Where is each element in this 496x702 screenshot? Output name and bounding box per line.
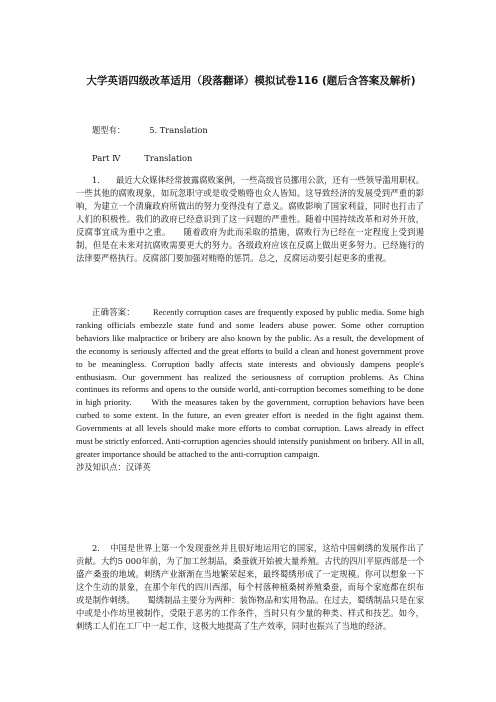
item-1-answer xyxy=(76,306,424,474)
item-2-question xyxy=(76,542,424,633)
question-type-label: 题型有： xyxy=(92,125,126,135)
item-2-chinese-text: 中国是世界上第一个发现蚕丝并且很好地运用它的国家，这给中国刺绣的发展作出了贡献。大约5 000年前，为了加工丝制品，桑蚕就开始被大量养殖。古代的四川平原西部是一个盛产桑蚕的地域。刺绣产业渐渐在当地繁荣起来，最终蜀绣形成了一定规模。你可以想象一下这个生动的景象，在那个年代的四川西部，每个村落种植桑树养殖桑蚕，而每个家庭都在织布或是制作刺绣。 蜀绣制品主要分为两种：装饰物品和实用物品。在过去，蜀绣制品只是在家中或是小作坊里被制作，受限于恶劣的工作条件，当时只有少量的种类、样式和技艺。如今，刺绣工人们在工厂中一起工作，这极大地提高了生产效率，同时也振兴了当地的经济。 xyxy=(76,543,424,631)
item-1-chinese-text: 最近大众媒体经常披露腐败案例，一些高级官员挪用公款，还有一些领导滥用职权。一些其他的腐败现象，如玩忽职守或是收受贿赂也众人皆知。这导致经济的发展受到严重的影响，为建立一个清廉政府所做出的努力变得没有了意义。腐败影响了国家利益，同时也打击了人们的积极性。我们的政府已经意识到了这一问题的严重性。随着中国持续改革和对外开放，反腐事宜成为重中之重。 随着政府为此而采取的措施，腐败行为已经在一定程度上受到遏制，但是在未来对抗腐败需要更大的努力。各级政府应该在反腐上做出更多努力。已经施行的法律要严格执行。反腐部门要加强对贿赂的惩罚。总之，反腐运动要引起更多的重视。 xyxy=(76,175,424,263)
item-1-knowledge: 涉及知识点：汉译英 xyxy=(76,461,151,472)
item-1-number: 1. xyxy=(92,175,100,185)
item-1-answer-text: Recently corruption cases are frequently exposed by public media. Some high ranking officials embezzle state fund and some leaders abuse power. Some other corruption behaviors like malpractice or bribery are also known by the public. As a result, the development of the economy is seriously affected and the great efforts to build a clean and honest government prove to be meaningless. Corruption badly affects state interests and obviously dampens people's enthusiasm. Our government has realized the seriousness of corruption problems. As China continues its reforms and opens to the outside world, anti-corruption becomes something to be done in high priority. With the measures taken by the government, corruption behaviors have been curbed to some extent. In the future, an even greater effort is needed in the fight against them. Governments at all levels should make more efforts to combat corruption. Laws already in effect must be strictly enforced. Anti-corruption agencies should intensify punishment on bribery. All in all, greater importance should be attached to the anti-corruption campaign. xyxy=(76,307,424,459)
question-type-line xyxy=(92,124,208,137)
document-title: 大学英语四级改革适用（段落翻译）模拟试卷116 (题后含答案及解析) xyxy=(86,75,416,87)
item-1-question xyxy=(76,174,424,265)
part-line xyxy=(92,152,192,165)
item-1-answer-label: 正确答案： xyxy=(92,307,135,317)
part-value: Translation xyxy=(144,153,193,163)
question-type-value: 5. Translation xyxy=(149,125,208,135)
item-2-number: 2. xyxy=(92,543,100,553)
part-label: Part Ⅳ xyxy=(92,153,121,163)
